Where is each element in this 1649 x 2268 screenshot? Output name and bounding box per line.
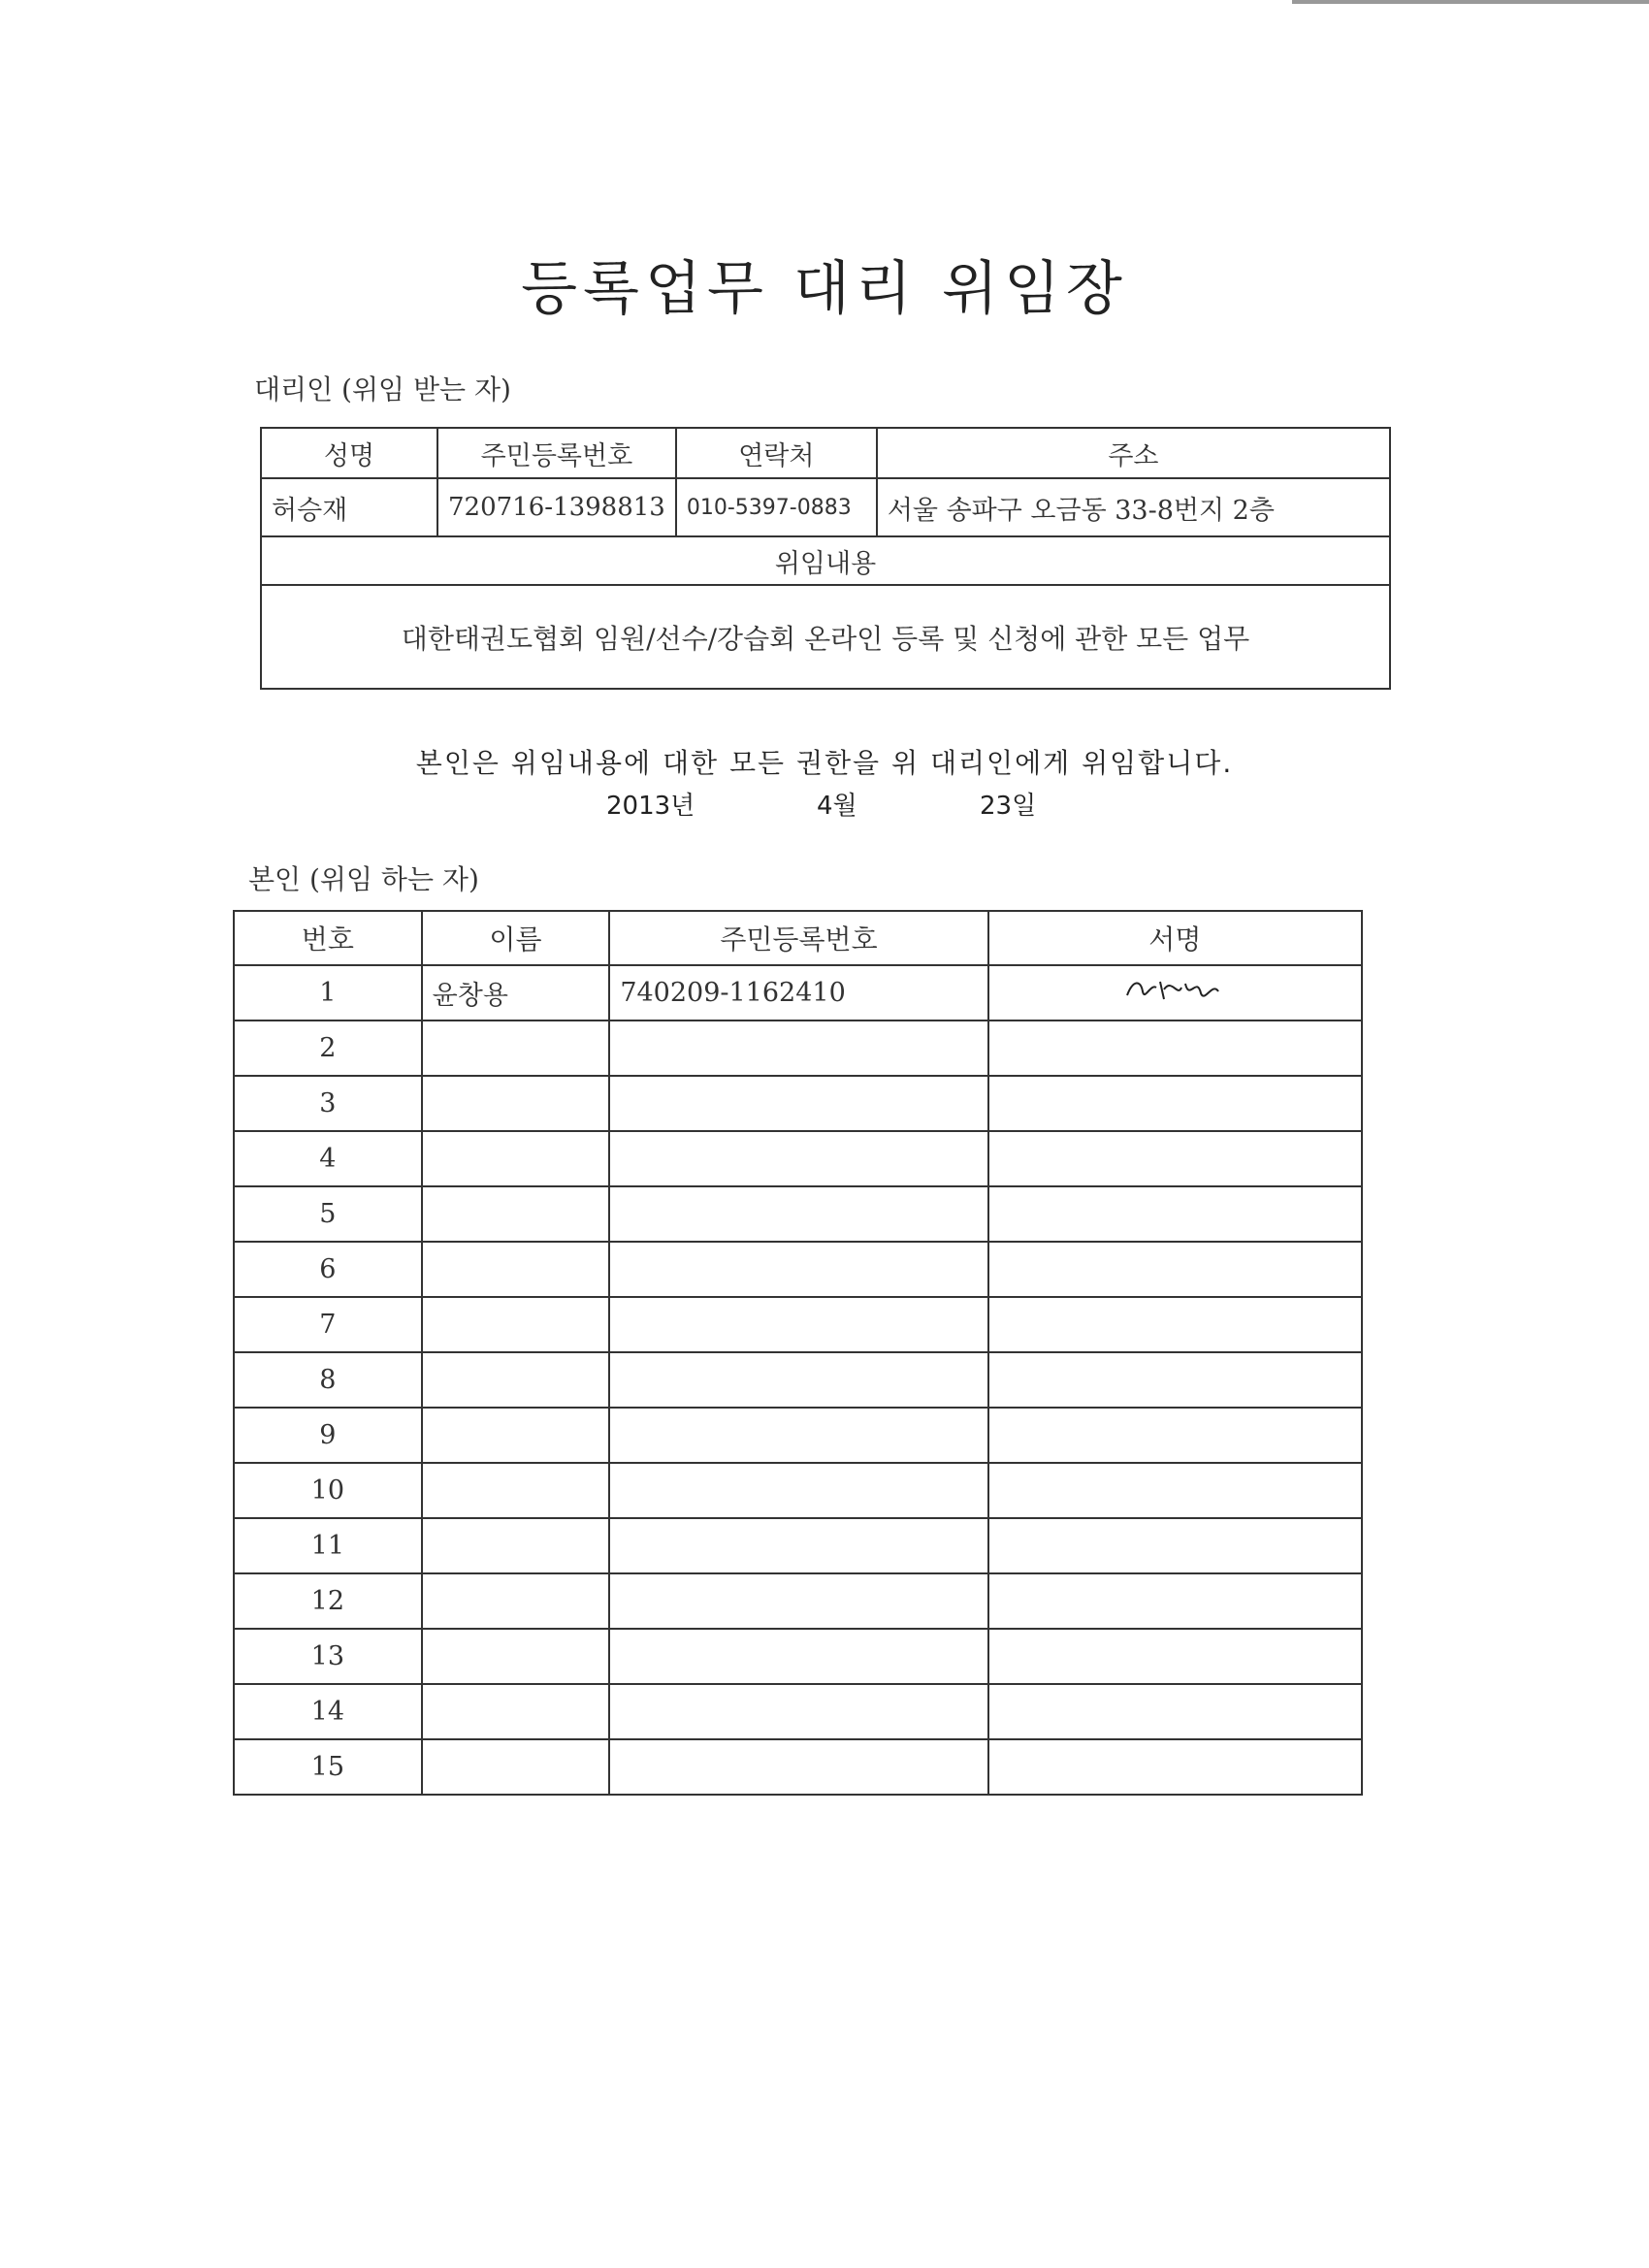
agent-name-header: 성명 xyxy=(261,428,437,478)
row-rrn xyxy=(609,1408,987,1463)
row-number: 14 xyxy=(234,1684,422,1739)
agent-header-row xyxy=(261,428,1390,478)
principal-signature-header: 서명 xyxy=(988,911,1362,965)
agent-address-header: 주소 xyxy=(877,428,1390,478)
date-month: 4월 xyxy=(817,792,857,821)
principal-table xyxy=(233,910,1363,1796)
row-rrn xyxy=(609,1629,987,1684)
table-row xyxy=(234,1021,1362,1076)
agent-section-label: 대리인 (위임 받는 자) xyxy=(254,373,511,405)
table-row xyxy=(234,1186,1362,1242)
row-signature xyxy=(988,1186,1362,1242)
row-rrn xyxy=(609,1739,987,1795)
row-name xyxy=(422,1186,610,1242)
agent-data-row xyxy=(261,478,1390,536)
agent-table xyxy=(260,427,1391,690)
row-name xyxy=(422,1629,610,1684)
row-signature xyxy=(988,1684,1362,1739)
row-rrn xyxy=(609,1076,987,1131)
row-number: 12 xyxy=(234,1573,422,1629)
agent-name-value: 허승재 xyxy=(261,478,437,536)
row-signature xyxy=(988,1518,1362,1573)
table-row xyxy=(234,1739,1362,1795)
row-rrn xyxy=(609,1131,987,1186)
row-number: 5 xyxy=(234,1186,422,1242)
row-name xyxy=(422,1297,610,1352)
table-row xyxy=(234,1684,1362,1739)
table-row xyxy=(234,965,1362,1021)
table-row xyxy=(234,1131,1362,1186)
row-signature xyxy=(988,1573,1362,1629)
principal-no-header: 번호 xyxy=(234,911,422,965)
row-rrn xyxy=(609,1463,987,1518)
row-signature xyxy=(988,1131,1362,1186)
row-number: 2 xyxy=(234,1021,422,1076)
row-number: 4 xyxy=(234,1131,422,1186)
row-number: 10 xyxy=(234,1463,422,1518)
table-row xyxy=(234,1297,1362,1352)
row-name xyxy=(422,1463,610,1518)
row-rrn xyxy=(609,1518,987,1573)
table-row xyxy=(234,1573,1362,1629)
row-name xyxy=(422,1518,610,1573)
principal-rows xyxy=(234,965,1362,1795)
agent-rrn-header: 주민등록번호 xyxy=(437,428,676,478)
row-name xyxy=(422,1573,610,1629)
row-number: 7 xyxy=(234,1297,422,1352)
scope-header-row xyxy=(261,536,1390,585)
principal-name-header: 이름 xyxy=(422,911,610,965)
date-day: 23일 xyxy=(980,792,1037,821)
row-rrn xyxy=(609,1684,987,1739)
row-rrn xyxy=(609,1021,987,1076)
date-year: 2013년 xyxy=(606,792,695,821)
agent-contact-header: 연락처 xyxy=(676,428,877,478)
scope-row xyxy=(261,585,1390,689)
row-name xyxy=(422,1242,610,1297)
row-name: 윤창용 xyxy=(422,965,610,1021)
row-rrn xyxy=(609,1186,987,1242)
row-name xyxy=(422,1131,610,1186)
agent-contact-value: 010-5397-0883 xyxy=(676,478,877,536)
row-number: 15 xyxy=(234,1739,422,1795)
row-number: 13 xyxy=(234,1629,422,1684)
table-row xyxy=(234,1352,1362,1408)
row-signature xyxy=(988,1242,1362,1297)
scope-header: 위임내용 xyxy=(261,536,1390,585)
row-signature xyxy=(988,1021,1362,1076)
row-rrn xyxy=(609,1297,987,1352)
row-name xyxy=(422,1076,610,1131)
row-name xyxy=(422,1739,610,1795)
handwritten-signature xyxy=(1121,972,1228,1014)
row-signature xyxy=(988,1408,1362,1463)
agent-address-value: 서울 송파구 오금동 33-8번지 2층 xyxy=(877,478,1390,536)
agent-rrn-value: 720716-1398813 xyxy=(437,478,676,536)
row-name xyxy=(422,1408,610,1463)
row-number: 3 xyxy=(234,1076,422,1131)
row-signature xyxy=(988,1076,1362,1131)
table-row xyxy=(234,1463,1362,1518)
principal-rrn-header: 주민등록번호 xyxy=(609,911,987,965)
scope-text: 대한태권도협회 임원/선수/강습회 온라인 등록 및 신청에 관한 모든 업무 xyxy=(261,585,1390,689)
row-signature xyxy=(988,1739,1362,1795)
row-name xyxy=(422,1684,610,1739)
table-row xyxy=(234,1076,1362,1131)
row-signature xyxy=(988,1352,1362,1408)
table-row xyxy=(234,1629,1362,1684)
row-name xyxy=(422,1021,610,1076)
table-row xyxy=(234,1408,1362,1463)
table-row xyxy=(234,1242,1362,1297)
scan-edge xyxy=(1292,0,1649,4)
row-rrn xyxy=(609,1242,987,1297)
row-number: 11 xyxy=(234,1518,422,1573)
row-signature xyxy=(988,965,1362,1021)
row-number: 6 xyxy=(234,1242,422,1297)
row-name xyxy=(422,1352,610,1408)
document-title: 등록업무 대리 위임장 xyxy=(521,255,1128,323)
row-rrn xyxy=(609,1573,987,1629)
declaration-text: 본인은 위임내용에 대한 모든 권한을 위 대리인에게 위임합니다. xyxy=(415,747,1234,779)
row-number: 9 xyxy=(234,1408,422,1463)
principal-section-label: 본인 (위임 하는 자) xyxy=(248,863,479,895)
row-signature xyxy=(988,1297,1362,1352)
principal-header-row xyxy=(234,911,1362,965)
table-row xyxy=(234,1518,1362,1573)
row-signature xyxy=(988,1463,1362,1518)
row-number: 1 xyxy=(234,965,422,1021)
row-rrn: 740209-1162410 xyxy=(609,965,987,1021)
row-signature xyxy=(988,1629,1362,1684)
row-number: 8 xyxy=(234,1352,422,1408)
row-rrn xyxy=(609,1352,987,1408)
